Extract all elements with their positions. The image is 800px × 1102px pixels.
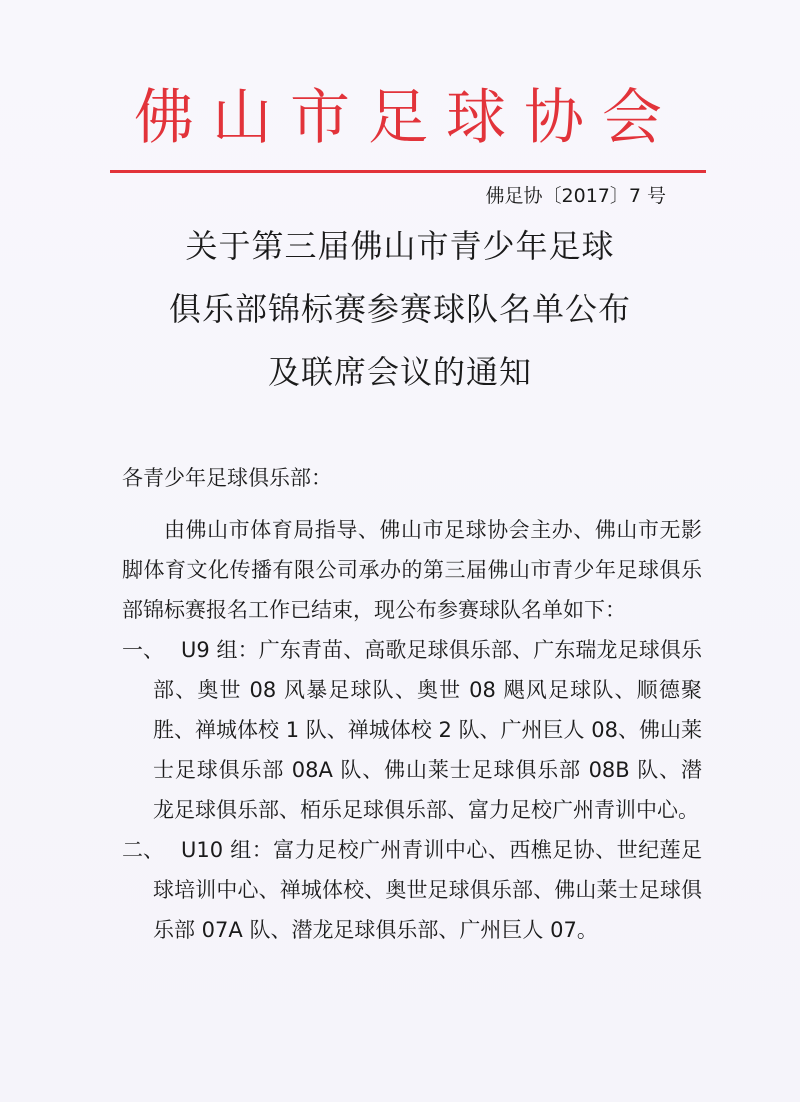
group-teams: 广东青苗、高歌足球俱乐部、广东瑞龙足球俱乐部、奥世 08 风暴足球队、奥世 08 飓风足球队、顺德聚胜、禅城体校 1 队、禅城体校 2 队、广州巨人 08、佛山莱士足球俱乐部 08A 队、佛山莱士足球俱乐部 08B 队、潜龙足球俱乐部、栢乐足球俱乐部、富力足校广州青训中心。 <box>153 638 702 822</box>
salutation: 各青少年足球俱乐部： <box>122 466 332 490</box>
group-content <box>153 830 702 950</box>
document-number: 佛足协〔2017〕7 号 <box>485 185 666 207</box>
title-line-3: 及联席会议的通知 <box>267 353 532 391</box>
group-label: U10 组： <box>181 838 274 862</box>
title-line-1: 关于第三届佛山市青少年足球 <box>185 227 615 265</box>
title-line-2: 俱乐部锦标赛参赛球队名单公布 <box>168 290 631 328</box>
letterhead-red-rule <box>110 170 706 173</box>
group-item-u9 <box>122 630 702 830</box>
group-label: U9 组： <box>181 638 259 662</box>
group-content <box>153 630 702 830</box>
group-item-u10 <box>122 830 702 950</box>
intro-paragraph: 由佛山市体育局指导、佛山市足球协会主办、佛山市无影脚体育文化传播有限公司承办的第三届佛山市青少年足球俱乐部锦标赛报名工作已结束，现公布参赛球队名单如下： <box>122 518 702 622</box>
body-text <box>122 510 702 950</box>
letterhead-title: 佛山市足球协会 <box>134 83 680 153</box>
group-teams: 富力足校广州青训中心、西樵足协、世纪莲足球培训中心、禅城体校、奥世足球俱乐部、佛山莱士足球俱乐部 07A 队、潜龙足球俱乐部、广州巨人 07。 <box>153 838 702 942</box>
group-marker: 二、 <box>122 838 164 862</box>
group-marker: 一、 <box>122 638 164 662</box>
